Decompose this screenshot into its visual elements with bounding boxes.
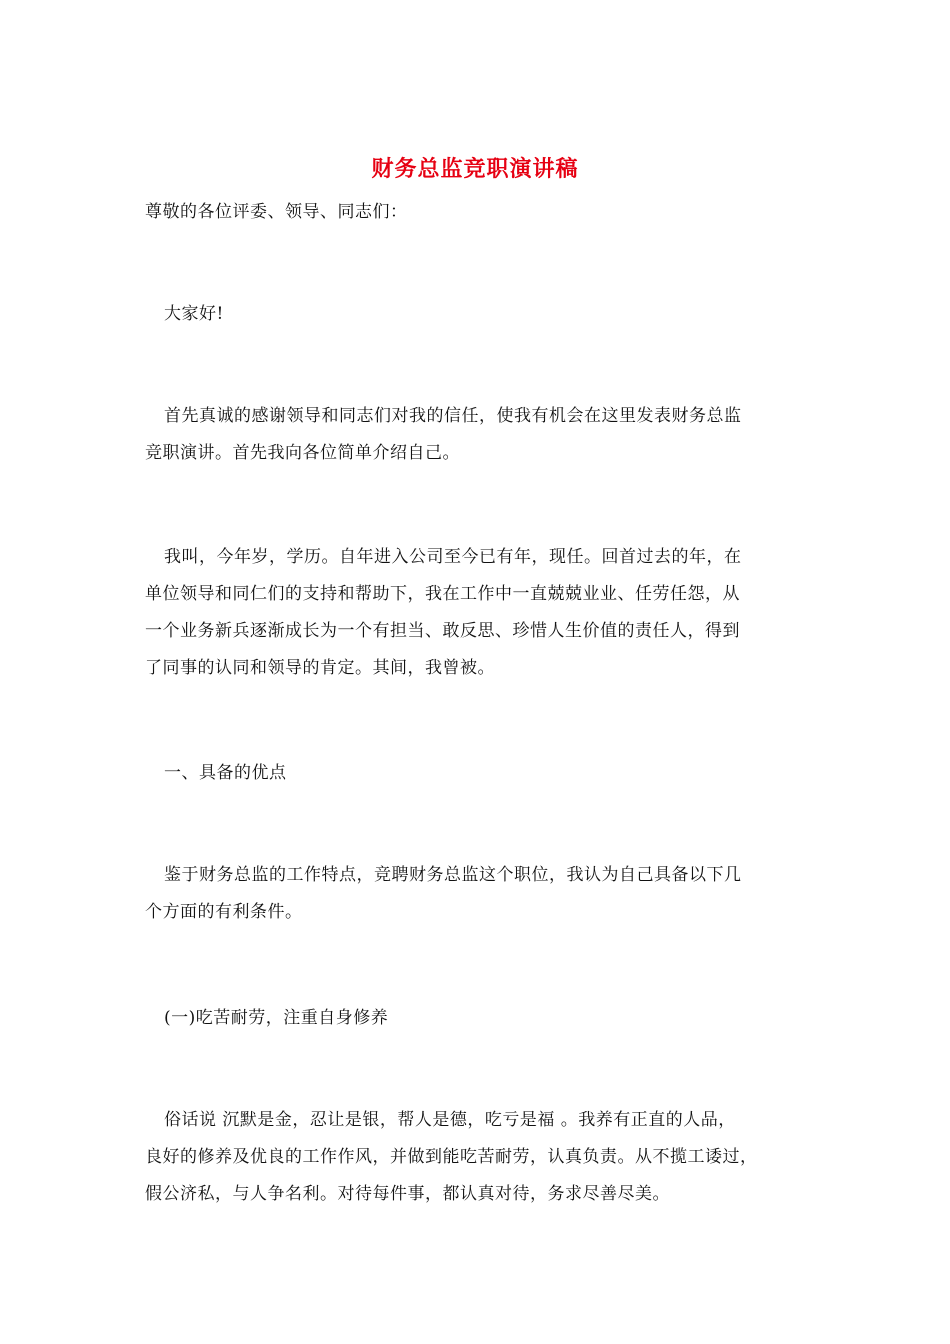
heading-text: 一、具备的优点: [164, 763, 287, 783]
greeting: [145, 296, 807, 333]
greeting-text: 大家好!: [164, 304, 224, 324]
section-heading-1: [145, 755, 807, 792]
paragraph-line: 单位领导和同仁们的支持和帮助下，我在工作中一直兢兢业业、任劳任怨，从: [145, 584, 740, 604]
salutation-text: 尊敬的各位评委、领导、同志们：: [145, 202, 408, 222]
paragraph-line: 竞职演讲。首先我向各位简单介绍自己。: [145, 443, 460, 463]
paragraph-line: 了同事的认同和领导的肯定。其间，我曾被。: [145, 658, 495, 678]
paragraph-line: 一个业务新兵逐渐成长为一个有担当、敢反思、珍惜人生价值的责任人，得到: [145, 621, 740, 641]
paragraph-self-intro: [145, 539, 807, 687]
paragraph-line: 鉴于财务总监的工作特点，竞聘财务总监这个职位，我认为自己具备以下几: [164, 865, 742, 885]
heading-text: (一)吃苦耐劳，注重自身修养: [164, 1008, 389, 1028]
paragraph-intro: [145, 398, 807, 472]
paragraph-line: 首先真诚的感谢领导和同志们对我的信任，使我有机会在这里发表财务总监: [164, 406, 742, 426]
paragraph-line: 俗话说 沉默是金，忍让是银，帮人是德，吃亏是福 。我养有正直的人品，: [164, 1110, 736, 1130]
document-title: 财务总监竞职演讲稿: [371, 156, 579, 182]
paragraph-line: 个方面的有利条件。: [145, 902, 303, 922]
section-heading-2: [145, 1000, 807, 1037]
paragraph-diligence: [145, 1102, 807, 1213]
paragraph-advantages: [145, 857, 807, 931]
paragraph-line: 我叫，今年岁，学历。自年进入公司至今已有年，现任。回首过去的年，在: [164, 547, 742, 567]
paragraph-line: 良好的修养及优良的工作作风，并做到能吃苦耐劳，认真负责。从不揽工诿过，: [145, 1147, 758, 1167]
paragraph-line: 假公济私，与人争名利。对待每件事，都认真对待，务求尽善尽美。: [145, 1184, 670, 1204]
salutation: [145, 194, 807, 231]
